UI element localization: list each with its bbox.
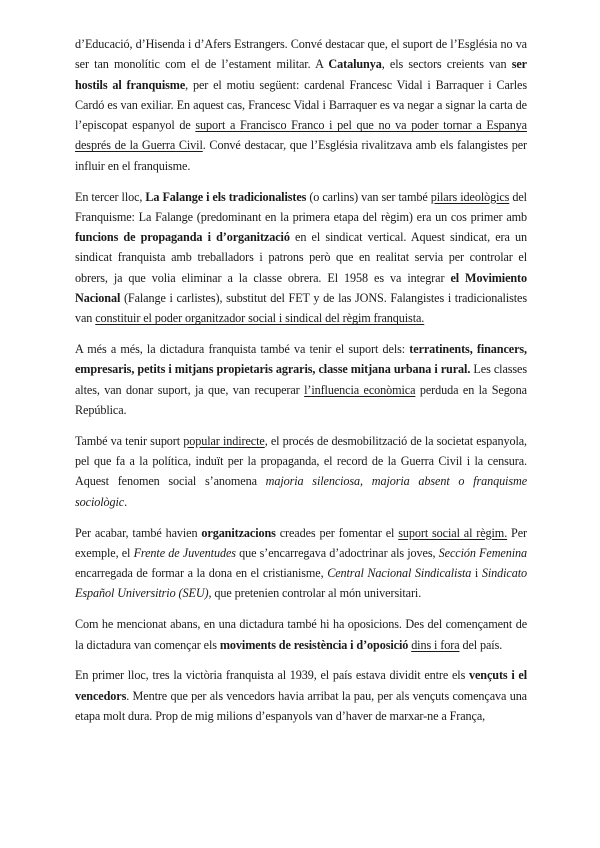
text-run: . (124, 494, 128, 509)
document-body (75, 34, 527, 737)
text-run: d’Educació, d’Hisenda i d’Afers Estrangers. Convé destacar que, el suport de l’Església no va ser tan monolític com el de l’estament militar. A (75, 37, 527, 72)
text-run: del Franquisme: La Falange (predominant en la primera etapa del règim) era un cos primer amb (75, 189, 527, 224)
text-run: . Mentre que per als vencedors havia arribat la pau, per als vençuts començava una etapa molt dura. Prop de mig milions d’espanyols van d’haver de marxar-ne a França, (75, 688, 527, 723)
text-run: , el procés de desmobilització de la societat espanyola, pel que fa a la política, induït per la propaganda, el record de la Guerra Civil i la censura. Aquest fenomen social s’anomena (75, 433, 527, 489)
italic-text: Sindicato Español Universitrio (SEU), (75, 566, 527, 601)
bold-text: vençuts i el vencedors (75, 668, 527, 703)
bold-text: el Movimiento Nacional (75, 270, 528, 306)
text-run: En tercer lloc, (75, 189, 146, 204)
text-run: , els sectors creients van (381, 57, 512, 72)
paragraph (75, 339, 527, 420)
italic-text: Frente de Juventudes (133, 545, 236, 560)
bold-text: organitzacions (201, 525, 276, 540)
text-run: que pretenien controlar al món universitari. (211, 586, 422, 601)
paragraph (75, 523, 527, 604)
text-run: Les classes altes, van donar suport, ja que, van recuperar (75, 362, 527, 397)
italic-text: majoria silenciosa, majoria absent o franquisme sociològic (75, 474, 527, 509)
bold-text: Catalunya (328, 57, 382, 72)
italic-text: Central Nacional Sindicalista (327, 566, 472, 581)
text-run: perduda en la Segona República. (75, 382, 527, 418)
text-run: i (471, 566, 482, 581)
text-run: Per exemple, el (75, 525, 527, 560)
underlined-text: suport a Francisco Franco i pel que no va poder tornar a Espanya després de la Guerra Civil (75, 118, 527, 153)
underlined-text: popular indirecte (183, 433, 265, 448)
text-run: Com he mencionat abans, en una dictadura també hi ha oposicions. Des del començament de la dictadura van començar els (75, 617, 527, 652)
bold-text: moviments de resistència i d’oposició (219, 637, 409, 652)
bold-text: funcions de propaganda i d’organització (75, 230, 290, 245)
text-run: (o carlins) van ser també (306, 189, 431, 204)
underlined-text: l’influencia econòmica (304, 382, 416, 397)
bold-text: La Falange i els tradicionalistes (145, 189, 307, 204)
text-run: , per el motiu següent: cardenal Francesc Vidal i Barraquer i Carles Cardó es van exiliar. En aquest cas, Francesc Vidal i Barraquer es va negar a signar la carta de l’episcopat espanyol de (75, 77, 527, 133)
text-run: En primer lloc, tres la victòria franquista al 1939, el país estava dividit entre els (75, 668, 469, 683)
text-run: Per acabar, també havien (75, 525, 202, 540)
text-run: que s’encarregava d’adoctrinar als joves, (235, 545, 439, 560)
paragraph (75, 34, 527, 176)
underlined-text: pilars ideològics (430, 189, 510, 204)
paragraph (75, 614, 527, 655)
text-run: del país. (459, 637, 503, 652)
text-run: . Convé destacar, que l’Església rivalitzava amb els falangistes per influir en el franquisme. (75, 138, 527, 173)
text-run: (Falange i carlistes), substitut del FET y de las JONS. Falangistes i tradicionalistes van (75, 291, 527, 326)
underlined-text: constituir el poder organitzador social i sindical del règim franquista. (95, 311, 425, 326)
underlined-text: suport social al règim. (398, 525, 508, 540)
text-run: creades per fomentar el (275, 525, 399, 540)
underlined-text: dins i fora (411, 637, 460, 652)
text-run: encarregada de formar a la dona en el cristianisme, (75, 566, 328, 581)
paragraph (75, 665, 527, 726)
bold-text: ser hostils al franquisme (75, 57, 527, 92)
paragraph (75, 431, 527, 512)
paragraph (75, 187, 527, 329)
italic-text: Sección Femenina (438, 545, 527, 560)
text-run: A més a més, la dictadura franquista també va tenir el suport dels: (75, 342, 410, 357)
text-run: També va tenir suport (75, 433, 184, 448)
bold-text: terratinents, financers, empresaris, petits i mitjans propietaris agraris, classe mitjana urbana i rural. (75, 342, 527, 377)
text-run: en el sindicat vertical. Aquest sindicat, era un sindicat franquista amb treballadors i patrons però que en realitat servia per controlar el obrers, ja que volia eliminar a la classe obrera. El 1958 es va integrar (75, 230, 527, 285)
